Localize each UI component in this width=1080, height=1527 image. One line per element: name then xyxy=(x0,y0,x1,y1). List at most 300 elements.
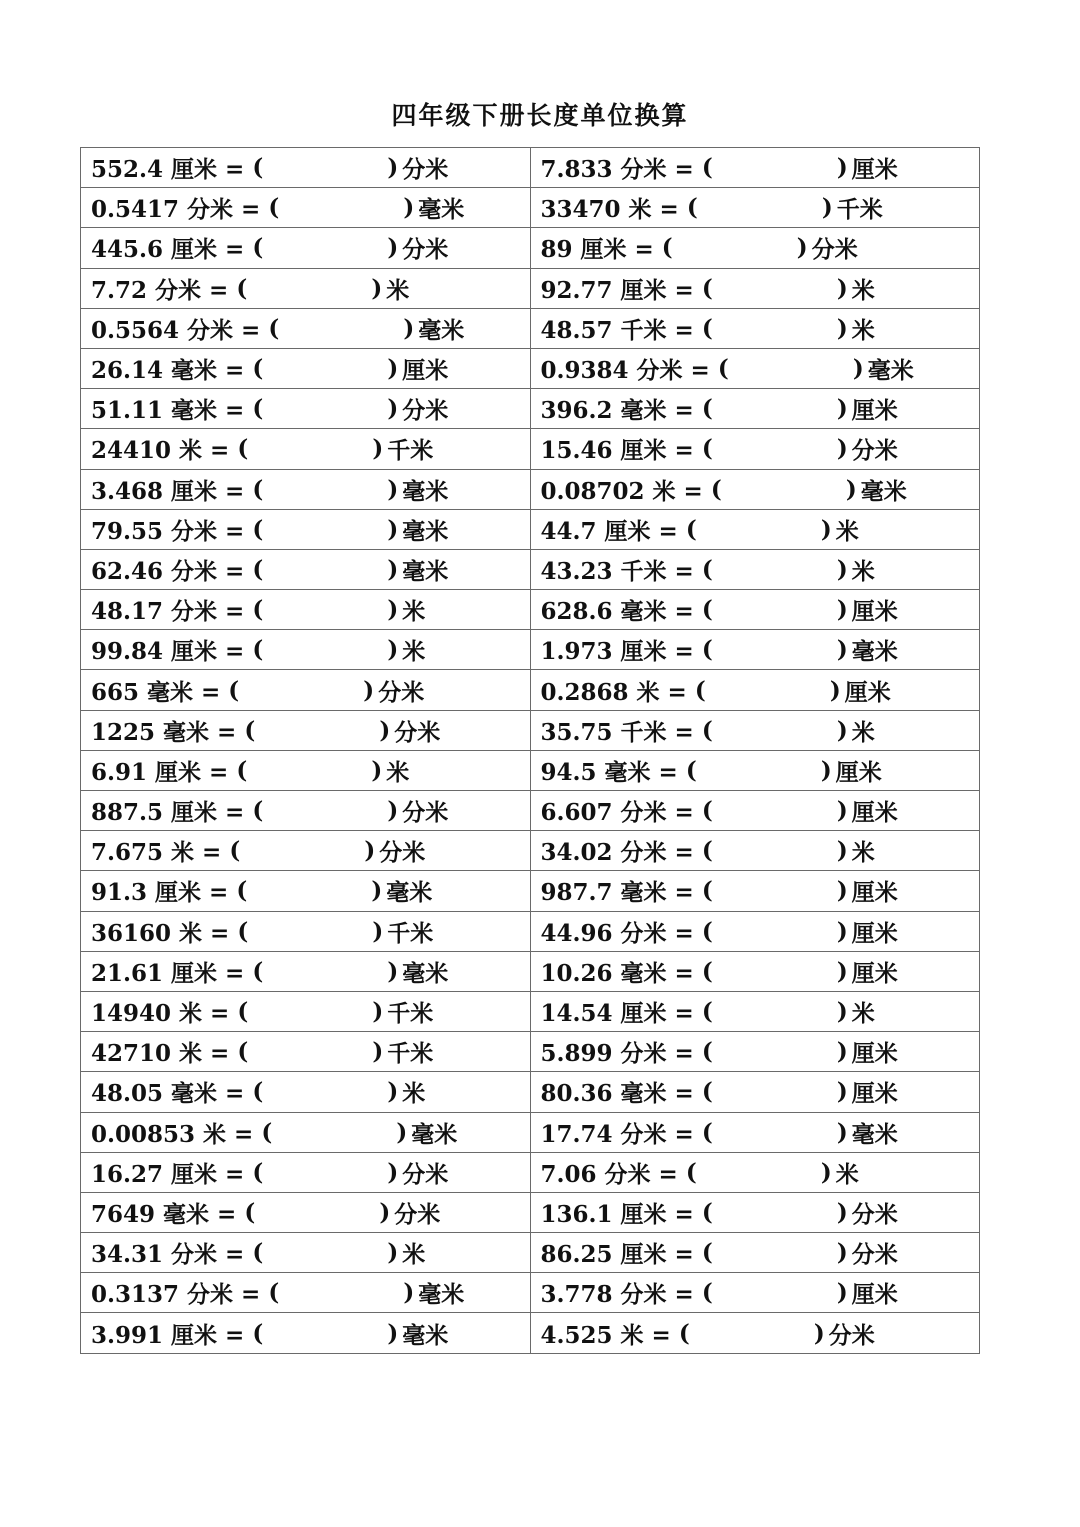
answer-blank-close: ) xyxy=(387,515,399,543)
problem-question: 5.899 分米 = xyxy=(540,1040,694,1068)
answer-blank-open[interactable]: ( xyxy=(252,475,264,503)
answer-blank-open[interactable]: ( xyxy=(686,194,698,222)
problem-cell-right xyxy=(530,509,980,549)
problem-cell-right xyxy=(530,348,980,388)
problem-question: 62.46 分米 = xyxy=(91,557,245,585)
target-unit: 千米 xyxy=(387,919,434,947)
target-unit: 米 xyxy=(402,598,426,626)
target-unit: 米 xyxy=(835,517,859,545)
problem-cell-left xyxy=(81,670,531,710)
answer-blank-open[interactable]: ( xyxy=(252,636,264,664)
problem-cell-right xyxy=(530,469,980,509)
problem-question: 34.31 分米 = xyxy=(91,1241,245,1269)
table-row xyxy=(81,469,980,509)
problem-question: 89 厘米 = xyxy=(540,236,654,264)
answer-blank-close: ) xyxy=(836,636,848,664)
problem-question: 3.778 分米 = xyxy=(540,1281,694,1309)
target-unit: 厘米 xyxy=(851,397,898,425)
problem-question: 1.973 厘米 = xyxy=(540,638,694,666)
target-unit: 厘米 xyxy=(851,156,898,184)
target-unit: 毫米 xyxy=(402,557,449,585)
answer-blank-open[interactable]: ( xyxy=(261,1118,273,1146)
conversion-problem xyxy=(541,1032,980,1071)
problem-question: 6.607 分米 = xyxy=(540,799,694,827)
problem-cell-left xyxy=(81,1112,531,1152)
target-unit: 厘米 xyxy=(835,758,882,786)
answer-blank-open[interactable]: ( xyxy=(678,1319,690,1347)
table-row xyxy=(81,1072,980,1112)
target-unit: 毫米 xyxy=(851,638,898,666)
conversion-problem xyxy=(91,429,530,468)
table-row xyxy=(81,590,980,630)
problem-cell-right xyxy=(530,1273,980,1313)
target-unit: 米 xyxy=(402,1080,426,1108)
problem-cell-right xyxy=(530,1192,980,1232)
problem-cell-right xyxy=(530,951,980,991)
problem-question: 6.91 厘米 = xyxy=(91,758,229,786)
problem-cell-left xyxy=(81,148,531,188)
problem-question: 7.833 分米 = xyxy=(540,156,694,184)
problem-question: 552.4 厘米 = xyxy=(91,156,245,184)
target-unit: 厘米 xyxy=(851,799,898,827)
problem-cell-right xyxy=(530,1032,980,1072)
answer-blank-open[interactable]: ( xyxy=(252,957,264,985)
target-unit: 毫米 xyxy=(418,316,465,344)
answer-blank-open[interactable]: ( xyxy=(701,998,713,1026)
problem-cell-left xyxy=(81,991,531,1031)
target-unit: 分米 xyxy=(811,236,858,264)
answer-blank-close: ) xyxy=(372,917,384,945)
answer-blank-open[interactable]: ( xyxy=(701,1239,713,1267)
target-unit: 分米 xyxy=(394,1200,441,1228)
problem-question: 16.27 厘米 = xyxy=(91,1160,245,1188)
answer-blank-open[interactable]: ( xyxy=(701,435,713,463)
problem-question: 80.36 毫米 = xyxy=(540,1080,694,1108)
problem-cell-left xyxy=(81,1152,531,1192)
answer-blank-open[interactable]: ( xyxy=(701,877,713,905)
answer-blank-open[interactable]: ( xyxy=(244,716,256,744)
problem-cell-left xyxy=(81,630,531,670)
problem-question: 43.23 千米 = xyxy=(540,557,694,585)
problem-cell-left xyxy=(81,871,531,911)
problem-cell-left xyxy=(81,590,531,630)
problem-question: 36160 米 = xyxy=(91,919,230,947)
conversion-problem xyxy=(91,510,530,549)
problem-question: 86.25 厘米 = xyxy=(540,1241,694,1269)
answer-blank-close: ) xyxy=(387,555,399,583)
problem-question: 48.17 分米 = xyxy=(91,598,245,626)
table-row xyxy=(81,148,980,188)
answer-blank-close: ) xyxy=(836,1038,848,1066)
problem-cell-left xyxy=(81,469,531,509)
problem-question: 92.77 厘米 = xyxy=(540,276,694,304)
answer-blank-open[interactable]: ( xyxy=(717,355,729,383)
target-unit: 米 xyxy=(402,638,426,666)
problem-cell-right xyxy=(530,831,980,871)
problem-question: 987.7 毫米 = xyxy=(540,879,694,907)
answer-blank-close: ) xyxy=(379,1198,391,1226)
table-row xyxy=(81,389,980,429)
problem-cell-left xyxy=(81,308,531,348)
problem-question: 3.468 厘米 = xyxy=(91,477,245,505)
answer-blank-open[interactable]: ( xyxy=(694,676,706,704)
answer-blank-open[interactable]: ( xyxy=(252,1239,264,1267)
answer-blank-close: ) xyxy=(371,756,383,784)
problem-question: 7649 毫米 = xyxy=(91,1200,237,1228)
problem-question: 48.05 毫米 = xyxy=(91,1080,245,1108)
table-row xyxy=(81,1273,980,1313)
problem-question: 0.08702 米 = xyxy=(540,477,703,505)
problem-cell-left xyxy=(81,549,531,589)
answer-blank-close: ) xyxy=(796,234,808,262)
problem-cell-left xyxy=(81,791,531,831)
target-unit: 毫米 xyxy=(860,477,907,505)
answer-blank-open[interactable]: ( xyxy=(236,274,248,302)
answer-blank-open[interactable]: ( xyxy=(701,1038,713,1066)
problem-question: 445.6 厘米 = xyxy=(91,236,245,264)
conversion-problem xyxy=(541,590,980,629)
answer-blank-close: ) xyxy=(836,716,848,744)
answer-blank-close: ) xyxy=(387,797,399,825)
answer-blank-close: ) xyxy=(820,515,832,543)
problem-cell-left xyxy=(81,1233,531,1273)
target-unit: 分米 xyxy=(402,236,449,264)
answer-blank-close: ) xyxy=(836,1239,848,1267)
answer-blank-open[interactable]: ( xyxy=(701,1118,713,1146)
answer-blank-open[interactable]: ( xyxy=(701,314,713,342)
answer-blank-close: ) xyxy=(372,998,384,1026)
problem-cell-left xyxy=(81,1192,531,1232)
conversion-problem xyxy=(91,389,530,428)
problem-cell-right xyxy=(530,670,980,710)
answer-blank-close: ) xyxy=(387,957,399,985)
answer-blank-open[interactable]: ( xyxy=(701,716,713,744)
problem-question: 7.06 分米 = xyxy=(540,1160,678,1188)
answer-blank-close: ) xyxy=(836,395,848,423)
problem-cell-right xyxy=(530,710,980,750)
answer-blank-open[interactable]: ( xyxy=(237,435,249,463)
page-title: 四年级下册长度单位换算 xyxy=(391,101,689,130)
answer-blank-close: ) xyxy=(387,395,399,423)
answer-blank-open[interactable]: ( xyxy=(701,274,713,302)
problem-question: 0.9384 分米 = xyxy=(540,357,710,385)
problem-cell-left xyxy=(81,1273,531,1313)
answer-blank-close: ) xyxy=(836,917,848,945)
answer-blank-close: ) xyxy=(372,1038,384,1066)
answer-blank-close: ) xyxy=(396,1118,408,1146)
conversion-problem xyxy=(91,751,530,790)
answer-blank-close: ) xyxy=(371,274,383,302)
answer-blank-close: ) xyxy=(371,877,383,905)
answer-blank-open[interactable]: ( xyxy=(229,837,241,865)
answer-blank-close: ) xyxy=(829,676,841,704)
problem-question: 91.3 厘米 = xyxy=(91,879,229,907)
target-unit: 厘米 xyxy=(851,598,898,626)
conversion-problem xyxy=(91,912,530,951)
answer-blank-open[interactable]: ( xyxy=(701,636,713,664)
answer-blank-close: ) xyxy=(836,435,848,463)
answer-blank-open[interactable]: ( xyxy=(268,1279,280,1307)
table-row xyxy=(81,630,980,670)
table-row xyxy=(81,670,980,710)
problem-question: 0.5417 分米 = xyxy=(91,196,261,224)
target-unit: 千米 xyxy=(836,196,883,224)
answer-blank-close: ) xyxy=(836,998,848,1026)
answer-blank-close: ) xyxy=(387,355,399,383)
table-row xyxy=(81,1313,980,1353)
answer-blank-open[interactable]: ( xyxy=(685,1158,697,1186)
conversion-problem xyxy=(91,1273,530,1312)
conversion-problem xyxy=(91,269,530,308)
answer-blank-open[interactable]: ( xyxy=(268,314,280,342)
answer-blank-close: ) xyxy=(836,1279,848,1307)
conversion-problem xyxy=(91,1193,530,1232)
answer-blank-open[interactable]: ( xyxy=(252,555,264,583)
answer-blank-open[interactable]: ( xyxy=(244,1198,256,1226)
conversion-problem xyxy=(91,670,530,709)
table-row xyxy=(81,268,980,308)
answer-blank-open[interactable]: ( xyxy=(252,1078,264,1106)
problem-cell-left xyxy=(81,188,531,228)
conversion-problem xyxy=(91,550,530,589)
problem-question: 21.61 厘米 = xyxy=(91,959,245,987)
table-row xyxy=(81,871,980,911)
target-unit: 千米 xyxy=(387,1040,434,1068)
answer-blank-open[interactable]: ( xyxy=(661,234,673,262)
target-unit: 毫米 xyxy=(402,959,449,987)
target-unit: 米 xyxy=(851,1000,875,1028)
problem-cell-right xyxy=(530,791,980,831)
target-unit: 千米 xyxy=(387,1000,434,1028)
problem-question: 0.2868 米 = xyxy=(540,678,687,706)
problem-question: 44.96 分米 = xyxy=(540,919,694,947)
target-unit: 米 xyxy=(851,276,875,304)
problem-question: 14940 米 = xyxy=(91,1000,230,1028)
conversion-problem xyxy=(91,309,530,348)
answer-blank-open[interactable]: ( xyxy=(252,355,264,383)
target-unit: 分米 xyxy=(851,1200,898,1228)
answer-blank-open[interactable]: ( xyxy=(701,917,713,945)
problem-cell-right xyxy=(530,549,980,589)
answer-blank-close: ) xyxy=(836,154,848,182)
answer-blank-open[interactable]: ( xyxy=(701,1279,713,1307)
conversion-problem xyxy=(91,831,530,870)
conversion-problem xyxy=(541,309,980,348)
problem-question: 33470 米 = xyxy=(540,196,679,224)
answer-blank-open[interactable]: ( xyxy=(252,1319,264,1347)
problem-question: 17.74 分米 = xyxy=(540,1120,694,1148)
problem-cell-left xyxy=(81,1072,531,1112)
problem-question: 26.14 毫米 = xyxy=(91,357,245,385)
conversion-problem xyxy=(91,1072,530,1111)
problem-cell-left xyxy=(81,268,531,308)
target-unit: 米 xyxy=(835,1160,859,1188)
target-unit: 米 xyxy=(851,316,875,344)
target-unit: 米 xyxy=(386,276,410,304)
target-unit: 厘米 xyxy=(851,1040,898,1068)
answer-blank-open[interactable]: ( xyxy=(237,1038,249,1066)
target-unit: 分米 xyxy=(851,437,898,465)
problem-cell-left xyxy=(81,429,531,469)
conversion-problem xyxy=(541,871,980,910)
answer-blank-open[interactable]: ( xyxy=(252,154,264,182)
answer-blank-open[interactable]: ( xyxy=(701,1078,713,1106)
conversion-problem xyxy=(541,148,980,187)
answer-blank-close: ) xyxy=(403,1279,415,1307)
problem-cell-right xyxy=(530,1313,980,1353)
problem-question: 0.5564 分米 = xyxy=(91,316,261,344)
table-row xyxy=(81,348,980,388)
conversion-problem xyxy=(541,831,980,870)
conversion-worksheet-table xyxy=(80,147,980,1354)
conversion-problem xyxy=(541,188,980,227)
answer-blank-open[interactable]: ( xyxy=(710,475,722,503)
answer-blank-close: ) xyxy=(364,837,376,865)
answer-blank-close: ) xyxy=(820,756,832,784)
problem-cell-right xyxy=(530,228,980,268)
answer-blank-open[interactable]: ( xyxy=(701,596,713,624)
conversion-problem xyxy=(91,1153,530,1192)
conversion-problem xyxy=(541,1313,980,1352)
answer-blank-open[interactable]: ( xyxy=(252,1158,264,1186)
answer-blank-close: ) xyxy=(836,877,848,905)
answer-blank-close: ) xyxy=(387,596,399,624)
answer-blank-open[interactable]: ( xyxy=(701,797,713,825)
conversion-problem xyxy=(91,349,530,388)
answer-blank-open[interactable]: ( xyxy=(701,837,713,865)
answer-blank-close: ) xyxy=(836,596,848,624)
conversion-problem xyxy=(541,389,980,428)
conversion-problem xyxy=(91,791,530,830)
answer-blank-close: ) xyxy=(387,1158,399,1186)
conversion-problem xyxy=(91,188,530,227)
problem-question: 7.72 分米 = xyxy=(91,276,229,304)
target-unit: 厘米 xyxy=(851,919,898,947)
answer-blank-open[interactable]: ( xyxy=(685,756,697,784)
answer-blank-close: ) xyxy=(836,555,848,583)
conversion-problem xyxy=(91,1233,530,1272)
answer-blank-open[interactable]: ( xyxy=(237,998,249,1026)
problem-cell-right xyxy=(530,1112,980,1152)
problem-question: 99.84 厘米 = xyxy=(91,638,245,666)
problem-question: 887.5 厘米 = xyxy=(91,799,245,827)
target-unit: 毫米 xyxy=(851,1120,898,1148)
table-row xyxy=(81,549,980,589)
answer-blank-close: ) xyxy=(403,314,415,342)
conversion-problem xyxy=(91,228,530,267)
target-unit: 厘米 xyxy=(402,357,449,385)
answer-blank-open[interactable]: ( xyxy=(701,555,713,583)
problem-question: 4.525 米 = xyxy=(540,1321,671,1349)
answer-blank-open[interactable]: ( xyxy=(268,194,280,222)
conversion-problem xyxy=(541,1273,980,1312)
conversion-problem xyxy=(541,751,980,790)
conversion-problem xyxy=(541,1072,980,1111)
target-unit: 米 xyxy=(851,718,875,746)
answer-blank-close: ) xyxy=(836,797,848,825)
conversion-problem xyxy=(91,871,530,910)
problem-question: 14.54 厘米 = xyxy=(540,1000,694,1028)
target-unit: 分米 xyxy=(402,1160,449,1188)
problem-question: 1225 毫米 = xyxy=(91,718,237,746)
conversion-problem xyxy=(91,952,530,991)
answer-blank-open[interactable]: ( xyxy=(685,515,697,543)
target-unit: 千米 xyxy=(387,437,434,465)
problem-question: 628.6 毫米 = xyxy=(540,598,694,626)
answer-blank-open[interactable]: ( xyxy=(252,596,264,624)
target-unit: 分米 xyxy=(394,718,441,746)
worksheet-body xyxy=(81,148,980,1354)
answer-blank-open[interactable]: ( xyxy=(236,877,248,905)
answer-blank-open[interactable]: ( xyxy=(237,917,249,945)
answer-blank-open[interactable]: ( xyxy=(252,515,264,543)
answer-blank-open[interactable]: ( xyxy=(701,154,713,182)
conversion-problem xyxy=(541,1193,980,1232)
table-row xyxy=(81,991,980,1031)
table-row xyxy=(81,228,980,268)
conversion-problem xyxy=(541,1113,980,1152)
target-unit: 毫米 xyxy=(402,477,449,505)
answer-blank-close: ) xyxy=(836,1118,848,1146)
problem-cell-left xyxy=(81,1032,531,1072)
conversion-problem xyxy=(91,1032,530,1071)
problem-cell-left xyxy=(81,228,531,268)
problem-cell-right xyxy=(530,148,980,188)
table-row xyxy=(81,308,980,348)
target-unit: 厘米 xyxy=(851,1080,898,1108)
conversion-problem xyxy=(541,269,980,308)
conversion-problem xyxy=(91,1313,530,1352)
problem-cell-left xyxy=(81,1313,531,1353)
answer-blank-close: ) xyxy=(820,1158,832,1186)
problem-cell-right xyxy=(530,389,980,429)
target-unit: 分米 xyxy=(828,1321,875,1349)
answer-blank-close: ) xyxy=(836,1078,848,1106)
problem-cell-right xyxy=(530,308,980,348)
target-unit: 分米 xyxy=(402,397,449,425)
answer-blank-open[interactable]: ( xyxy=(252,395,264,423)
answer-blank-open[interactable]: ( xyxy=(252,797,264,825)
problem-cell-right xyxy=(530,188,980,228)
table-row xyxy=(81,188,980,228)
problem-question: 15.46 厘米 = xyxy=(540,437,694,465)
answer-blank-close: ) xyxy=(387,1319,399,1347)
answer-blank-open[interactable]: ( xyxy=(252,234,264,262)
problem-cell-right xyxy=(530,268,980,308)
problem-cell-left xyxy=(81,710,531,750)
problem-cell-left xyxy=(81,951,531,991)
conversion-problem xyxy=(541,510,980,549)
problem-question: 10.26 毫米 = xyxy=(540,959,694,987)
answer-blank-open[interactable]: ( xyxy=(228,676,240,704)
problem-cell-right xyxy=(530,630,980,670)
problem-question: 48.57 千米 = xyxy=(540,316,694,344)
problem-cell-left xyxy=(81,831,531,871)
target-unit: 分米 xyxy=(402,156,449,184)
table-row xyxy=(81,750,980,790)
answer-blank-open[interactable]: ( xyxy=(701,1198,713,1226)
conversion-problem xyxy=(91,1113,530,1152)
answer-blank-open[interactable]: ( xyxy=(236,756,248,784)
target-unit: 厘米 xyxy=(851,879,898,907)
answer-blank-open[interactable]: ( xyxy=(701,395,713,423)
table-row xyxy=(81,429,980,469)
problem-question: 0.00853 米 = xyxy=(91,1120,254,1148)
answer-blank-close: ) xyxy=(836,314,848,342)
answer-blank-close: ) xyxy=(813,1319,825,1347)
answer-blank-open[interactable]: ( xyxy=(701,957,713,985)
table-row xyxy=(81,1152,980,1192)
